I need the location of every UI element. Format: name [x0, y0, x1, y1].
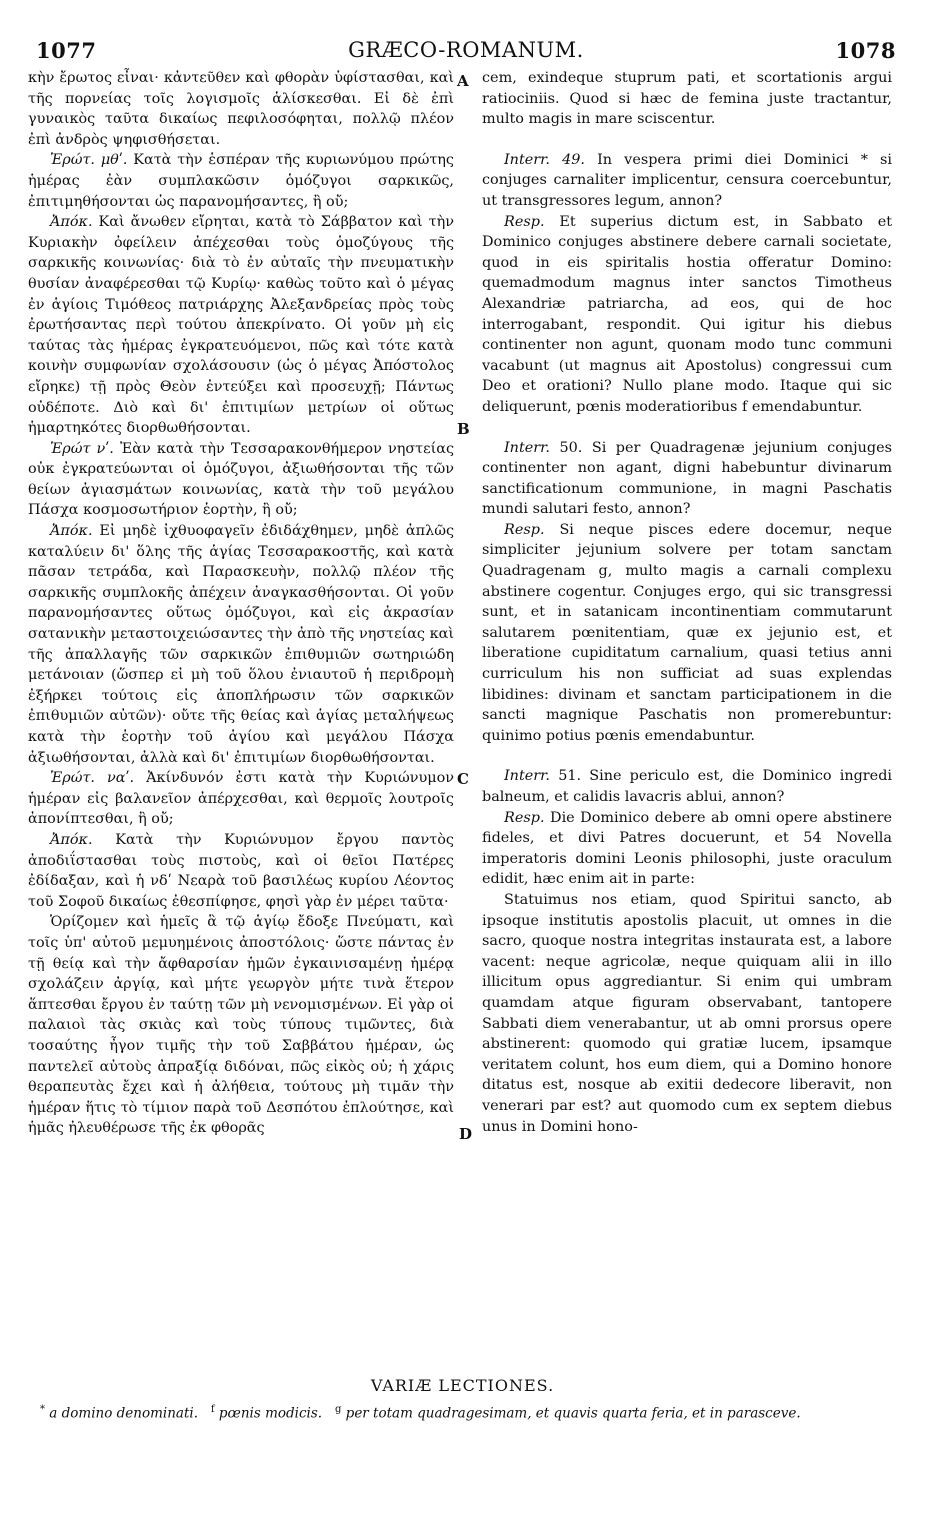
question-label: Ἐρώτ. ναʹ. [50, 770, 135, 787]
answer-text: Κατὰ τὴν Κυριώνυμον ἔργου παντὸς ἀποδιΐστασθαι τοὺς πιστοὺς, καὶ οἱ θεῖοι Πατέρες ἐδίδαξαν, καὶ ἡ νδʹ Νεαρὰ τοῦ βασιλέως κυρίου Λέοντος τοῦ Σοφοῦ δικαίως ἐθεσπίφησε, φησὶ γὰρ ἐν μέρει ταῦτα· [28, 831, 454, 910]
question-label: Interr. [504, 439, 551, 456]
note-mark: g [334, 1404, 342, 1415]
question-text: In vespera primi diei Dominici * si conjuges carnaliter implicentur, censura coercebuntur, ut transgressores legum, annon? [482, 151, 892, 209]
latin-question-49 [482, 150, 892, 212]
greek-paragraph: κὴν ἔρωτος εἶναι· κἀντεῦθεν καὶ φθορὰν ὑφίστασθαι, καὶ τῆς πορνείας τοῖς λογισμοῖς ἁλίσκεσθαι. Εἰ δὲ ἐπὶ γυναικὸς ταῦτα δικαίως πεφιλοσόφηται, πολλῷ πλέον ἐπὶ ἀνδρὸς ψηφισθήσεται. [28, 70, 454, 148]
greek-question-51 [28, 768, 454, 830]
note-mark: f [210, 1404, 215, 1415]
question-text: Ἐὰν κατὰ τὴν Τεσσαρακονθήμερον νηστείας οὐκ ἐγκρατεύωνται οἱ ὁμόζυγοι, ἀξιωθήσονται τῆς τῶν θείων ἁγιασμάτων κοινωνίας, κατὰ τὴν τοῦ μεγάλου Πάσχα κοσμοσωτήριον ἑορτὴν, ἢ οὔ; [28, 440, 454, 519]
question-label: Interr. 49. [504, 151, 585, 168]
answer-text: Si neque pisces edere docemur, neque simpliciter jejunium solvere per totam sanctam Quadragenam g, multo magis a carnali complexu abstinere cogentur. Conjuges ergo, qui sic transgressi sunt, et in satanicam incontinentiam commutarunt salutarem pœnitentiam, quæ ex jejunio est, et liberatione cupiditatum carnalium, quasi tetius anni curriculum his non sufficiat ad suas explendas libidines: divinam et sanctam participationem in die sancti magnique Paschatis non promerebuntur: quinimo potius pœnis emendabuntur. [482, 521, 892, 744]
answer-text: Die Dominico debere ab omni opere abstinere fideles, et divi Patres docuerunt, et 54 Novella imperatoris domini Leonis philosophi, juste oraculum edidit, hæc enim ait in parte: [482, 809, 892, 888]
latin-answer-51 [482, 808, 892, 890]
answer-text: Καὶ ἄνωθεν εἴρηται, κατὰ τὸ Σάββατον καὶ τὴν Κυριακὴν ὀφείλειν ἀπέχεσθαι τοὺς ὁμοζύγους τῆς σαρκικῆς κοινωνίας· διὰ τὸ ἐν αὐταῖς τὴν πνευματικὴν θυσίαν ἀναφέρεσθαι τῷ Κυρίῳ· καθὼς τοῦτο καὶ ὁ μέγας ἐν ἁγίοις Τιμόθεος πατριάρχης Ἀλεξανδρείας πρὸς τοὺς ἐρωτήσαντας περὶ τούτου ἀπεκρίνατο. Οἱ γοῦν μὴ εἰς ταύτας τὰς ἡμέρας ἐγκρατευόμενοι, πῶς καὶ τότε κατὰ κοινὴν συμφωνίαν σχολάσουσιν (ὡς ὁ μέγας Ἀπόστολος εἴρηκε) τῇ πρὸς Θεὸν ἐντεύξει καὶ προσευχῇ; Πάντως οὐδέποτε. Διὸ καὶ δι' ἐπιτιμίων μετρίων οἱ οὕτως ἡμαρτηκότες διορθωθήσονται. [28, 214, 455, 437]
answer-text: Εἰ μηδὲ ἰχθυοφαγεῖν ἐδιδάχθημεν, μηδὲ ἁπλῶς καταλύειν δι' ὅλης τῆς ἁγίας Τεσσαρακοστῆς, καὶ κατὰ πᾶσαν τετράδα, καὶ Παρασκευὴν, πολλῷ πλέον τῆς σαρκικῆς συμπλοκῆς ἀπέχειν ἀναγκασθήσονται. Οἱ γοῦν παρανομήσαντες οὕτως ὁμόζυγοι, καὶ εἰς ἀκρασίαν σατανικὴν μεταστοιχειώσαντες τὴν ἀπὸ τῆς νηστείας καὶ τῆς ἀπαλλαγῆς τῶν σαρκικῶν ἐπιθυμιῶν σωτηριώδη μετάνοιαν (ὥσπερ εἰ μὴ τοῦ ὅλου ἐνιαυτοῦ ἡ περιδρομὴ ἐξήρκει τούτοις εἰς ἀποπλήρωσιν τῶν σαρκικῶν ἐπιθυμιῶν αὐτῶν)· οὔτε τῆς θείας καὶ ἁγίας μεταλήψεως κατὰ τὴν ἑορτὴν τοῦ ἁγίου καὶ μεγάλου Πάσχα ἀξιωθήσονται, ἀλλὰ καὶ δι' ἐπιτιμίων διορθωθήσονται. [28, 523, 455, 766]
answer-label: Ἀπόκ. [50, 831, 93, 848]
latin-answer-50 [482, 520, 892, 747]
question-text: Ἀκίνδυνόν ἐστι κατὰ τὴν Κυριώνυμον ἡμέραν εἰς βαλανεῖον ἀπέρχεσθαι, καὶ θερμοῖς λουτροῖς ἀπονίπτεσθαι, ἢ οὔ; [28, 770, 454, 828]
question-text: 51. Sine periculo est, die Dominico ingredi balneum, et calidis lavacris ablui, annon? [482, 768, 893, 805]
question-text: Κατὰ τὴν ἑσπέραν τῆς κυριωνύμου πρώτης ἡμέρας ἐὰν συμπλακῶσιν ὁμόζυγοι σαρκικῶς, ἐπιτιμηθήσονται ὡς παρανομήσαντες, ἢ οὔ; [28, 152, 454, 210]
greek-quotation: Ὁρίζομεν καὶ ἡμεῖς ἃ τῷ ἁγίῳ ἔδοξε Πνεύματι, καὶ τοῖς ὑπ' αὐτοῦ μεμυημένοις ἀποστόλοις· ὥστε πάντας ἐν τῇ θείᾳ καὶ τὴν ἄφθαρσίαν ἡμῶν ἐγκαινισαμένῃ ἡμέρᾳ σχολάζειν ἀργίᾳ, καὶ μήτε γεωργὸν μήτε τινὰ ἕτερον ἅπτεσθαι ἔργου ἐν ταύτῃ τῶν μὴ νενομισμένων. Εἰ γὰρ οἱ παλαιοὶ τὰς σκιὰς καὶ τοὺς τύπους τιμῶντες, διὰ τοσαύτης ἦγον τιμῆς τὴν τοῦ Σαββάτου ἡμέραν, ὡς παντελεῖ αὐτοὺς ἀπραξίᾳ διδόναι, πῶς εἰκὸς οὐ; ἡ χάρις θεραπευτὰς ἔχει καὶ ἡ ἀλήθεια, τούτους μὴ τιμᾶν τὴν ἡμέραν ἥτις τὸ τίμιον παρὰ τοῦ Δεσπότου ἐπλούτησε, καὶ ἡμᾶς ἠλευθέρωσε τῆς ἐκ φθορᾶς [28, 914, 454, 1137]
note-text: a domino denominati. [49, 1405, 198, 1422]
latin-quotation: Statuimus nos etiam, quod Spiritui sancto, ab ipsoque institutis apostolis placuit, ut omnes in die sacro, quoque nostra integritas instaurata est, a labore vacent: neque agricolæ, neque quiquam alii in illo illicitum opus aggrediantur. Si enim qui umbram quamdam atque figuram observabant, tantopere Sabbati diem venerabantur, ut ab omni prorsus opere abstinerent: quomodo qui gratiæ lucem, ipsamque veritatem colunt, hos eum diem, qui a Domino honore ditatus est, nosque ab exitii dedecore liberavit, non venerari par est? aut quomodo cum ex septem diebus unus in Domini hono- [482, 891, 892, 1135]
note-text: pœnis modicis. [218, 1405, 323, 1422]
answer-label: Resp. [504, 809, 545, 826]
greek-answer-49 [28, 212, 454, 439]
greek-question-50 [28, 439, 454, 521]
latin-question-50 [482, 438, 892, 520]
running-header [36, 38, 896, 68]
latin-question-51 [482, 766, 892, 807]
latin-answer-49 [482, 212, 892, 418]
latin-column [482, 68, 892, 1137]
margin-letter-c: C [457, 770, 469, 788]
question-label: Ἐρώτ νʹ. [50, 440, 114, 457]
answer-label: Resp. [504, 521, 545, 538]
answer-label: Ἀπόκ. [50, 523, 93, 540]
margin-letter-b: B [457, 420, 470, 438]
greek-question-49 [28, 150, 454, 212]
variae-lectiones-notes [40, 1400, 892, 1424]
running-title: GRÆCO-ROMANUM. [348, 38, 584, 62]
answer-label: Resp. [504, 213, 545, 230]
margin-letter-a: A [457, 72, 469, 90]
answer-text: Et superius dictum est, in Sabbato et Dominico conjuges abstinere debere carnali societate, quod in eis spiritalis hostia offeratur Domino: quemadmodum magnus inter sanctos Timotheus Alexandriæ patriarcha, ad eos, qui de hoc interrogabant, respondit. Qui igitur his diebus continenter non agunt, quonam modo tunc communi vacabunt (ut magnus ait Apostolus) congressui cum Deo et orationi? Nullo plane modo. Itaque qui sic deliquerunt, pœnis moderatioribus f emendabuntur. [482, 213, 892, 415]
note-text: per totam quadragesimam, et quavis quarta feria, et in parasceve. [345, 1405, 801, 1422]
note-mark: * [40, 1404, 45, 1415]
question-label: Ἐρώτ. μθʹ. [50, 152, 128, 169]
greek-column [28, 68, 454, 1139]
greek-answer-50 [28, 521, 454, 768]
page-number-right: 1078 [835, 38, 896, 63]
latin-paragraph: cem, exindeque stuprum pati, et scortationis argui ratiociniis. Quod si hæc de femina juste tractantur, multo magis in mare sciscentur. [482, 70, 892, 128]
variae-lectiones-title: VARIÆ LECTIONES. [370, 1376, 555, 1395]
page-number-left: 1077 [36, 38, 97, 63]
greek-answer-51 [28, 830, 454, 912]
question-label: Interr. [504, 768, 551, 785]
answer-label: Ἀπόκ. [50, 214, 93, 231]
question-text: 50. Si per Quadragenæ jejunium conjuges continenter non agant, digni habebuntur divinarum sanctificationum communione, in magni Paschatis mundi salutari festo, annon? [482, 439, 892, 518]
margin-letter-d: D [459, 1125, 473, 1143]
